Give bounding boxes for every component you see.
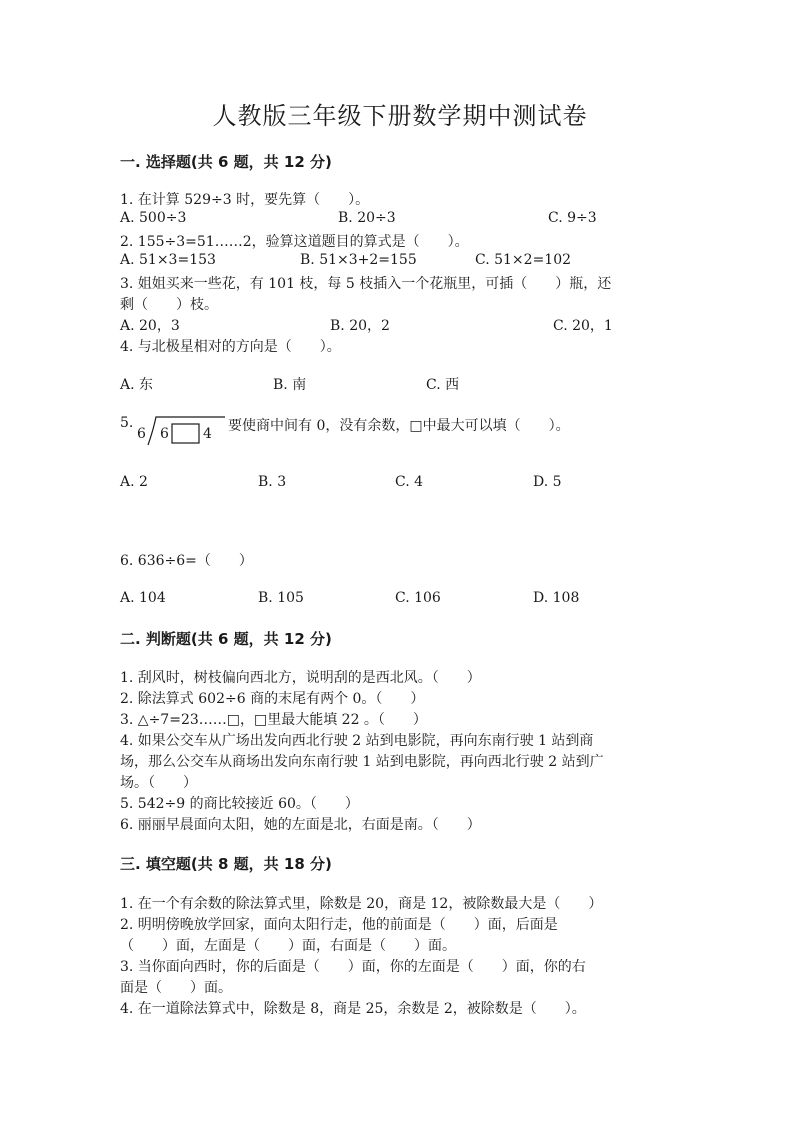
option-c: C. 西 bbox=[426, 377, 460, 393]
statement-line: 场，那么公交车从商场出发向东南行驶 1 站到电影院，再向西北行驶 2 站到广 bbox=[120, 754, 604, 770]
question-line: 1. 在一个有余数的除法算式里，除数是 20，商是 12，被除数最大是（ ） bbox=[120, 896, 603, 912]
statement-line: 场。（ ） bbox=[120, 775, 197, 791]
divisor-digit: 6 bbox=[137, 426, 146, 442]
question-line: 面是（ ）面。 bbox=[120, 980, 232, 996]
option-a: A. 2 bbox=[120, 474, 148, 490]
option-c: C. 9÷3 bbox=[548, 210, 597, 226]
option-c: C. 4 bbox=[395, 474, 424, 490]
question-stem: 要使商中间有 0，没有余数，□中最大可以填（ ）。 bbox=[228, 418, 570, 434]
option-a: A. 20，3 bbox=[120, 318, 180, 334]
option-a: A. 500÷3 bbox=[120, 210, 187, 226]
question-line: 2. 明明傍晚放学回家，面向太阳行走，他的前面是（ ）面，后面是 bbox=[120, 917, 558, 933]
question-stem: 4. 与北极星相对的方向是（ ）。 bbox=[120, 339, 341, 355]
statement-line: 6. 丽丽早晨面向太阳，她的左面是北，右面是南。（ ） bbox=[120, 817, 481, 833]
section-heading-judgement: 二. 判断题(共 6 题，共 12 分) bbox=[120, 630, 332, 648]
blank-box bbox=[172, 424, 199, 443]
statement-line: 2. 除法算式 602÷6 商的末尾有两个 0。（ ） bbox=[120, 691, 425, 707]
option-b: B. 51×3+2=155 bbox=[300, 252, 417, 268]
dividend-left-digit: 6 bbox=[160, 426, 169, 442]
page-title: 人教版三年级下册数学期中测试卷 bbox=[212, 102, 588, 130]
statement-line: 1. 刮风时，树枝偏向西北方，说明刮的是西北风。（ ） bbox=[120, 670, 481, 686]
option-b: B. 3 bbox=[258, 474, 287, 490]
section-heading-fill-blank: 三. 填空题(共 8 题，共 18 分) bbox=[120, 855, 332, 873]
option-c: C. 20，1 bbox=[553, 318, 613, 334]
question-stem: 1. 在计算 529÷3 时，要先算（ ）。 bbox=[120, 192, 370, 208]
option-d: D. 108 bbox=[533, 590, 580, 606]
question-stem: 2. 155÷3=51……2，验算这道题目的算式是（ ）。 bbox=[120, 234, 469, 250]
question-line: 3. 当你面向西时，你的后面是（ ）面，你的左面是（ ）面，你的右 bbox=[120, 959, 586, 975]
question-line: （ ）面，左面是（ ）面，右面是（ ）面。 bbox=[120, 938, 456, 954]
option-b: B. 20÷3 bbox=[338, 210, 396, 226]
option-b: B. 20，2 bbox=[330, 318, 390, 334]
statement-line: 5. 542÷9 的商比较接近 60。（ ） bbox=[120, 796, 359, 812]
option-a: A. 104 bbox=[120, 590, 166, 606]
statement-line: 3. △÷7=23……□，□里最大能填 22 。（ ） bbox=[120, 712, 427, 728]
option-c: C. 106 bbox=[395, 590, 441, 606]
option-a: A. 东 bbox=[120, 377, 154, 393]
dividend-right-digit: 4 bbox=[203, 426, 212, 442]
statement-line: 4. 如果公交车从广场出发向西北行驶 2 站到电影院，再向东南行驶 1 站到商 bbox=[120, 733, 594, 749]
option-c: C. 51×2=102 bbox=[475, 252, 572, 268]
long-division-figure bbox=[133, 411, 233, 451]
option-a: A. 51×3=153 bbox=[120, 252, 216, 268]
option-b: B. 南 bbox=[273, 377, 307, 393]
question-stem-line: 3. 姐姐买来一些花，有 101 枝，每 5 枝插入一个花瓶里，可插（ ）瓶，还 bbox=[120, 276, 612, 292]
option-b: B. 105 bbox=[258, 590, 304, 606]
section-heading-choice: 一. 选择题(共 6 题，共 12 分) bbox=[120, 153, 332, 171]
option-d: D. 5 bbox=[533, 474, 562, 490]
question-stem-line: 剩（ ）枝。 bbox=[120, 297, 218, 313]
question-stem: 6. 636÷6=（ ） bbox=[120, 553, 253, 569]
question-line: 4. 在一道除法算式中，除数是 8，商是 25，余数是 2，被除数是（ ）。 bbox=[120, 1001, 586, 1017]
question-number: 5. bbox=[120, 415, 134, 431]
